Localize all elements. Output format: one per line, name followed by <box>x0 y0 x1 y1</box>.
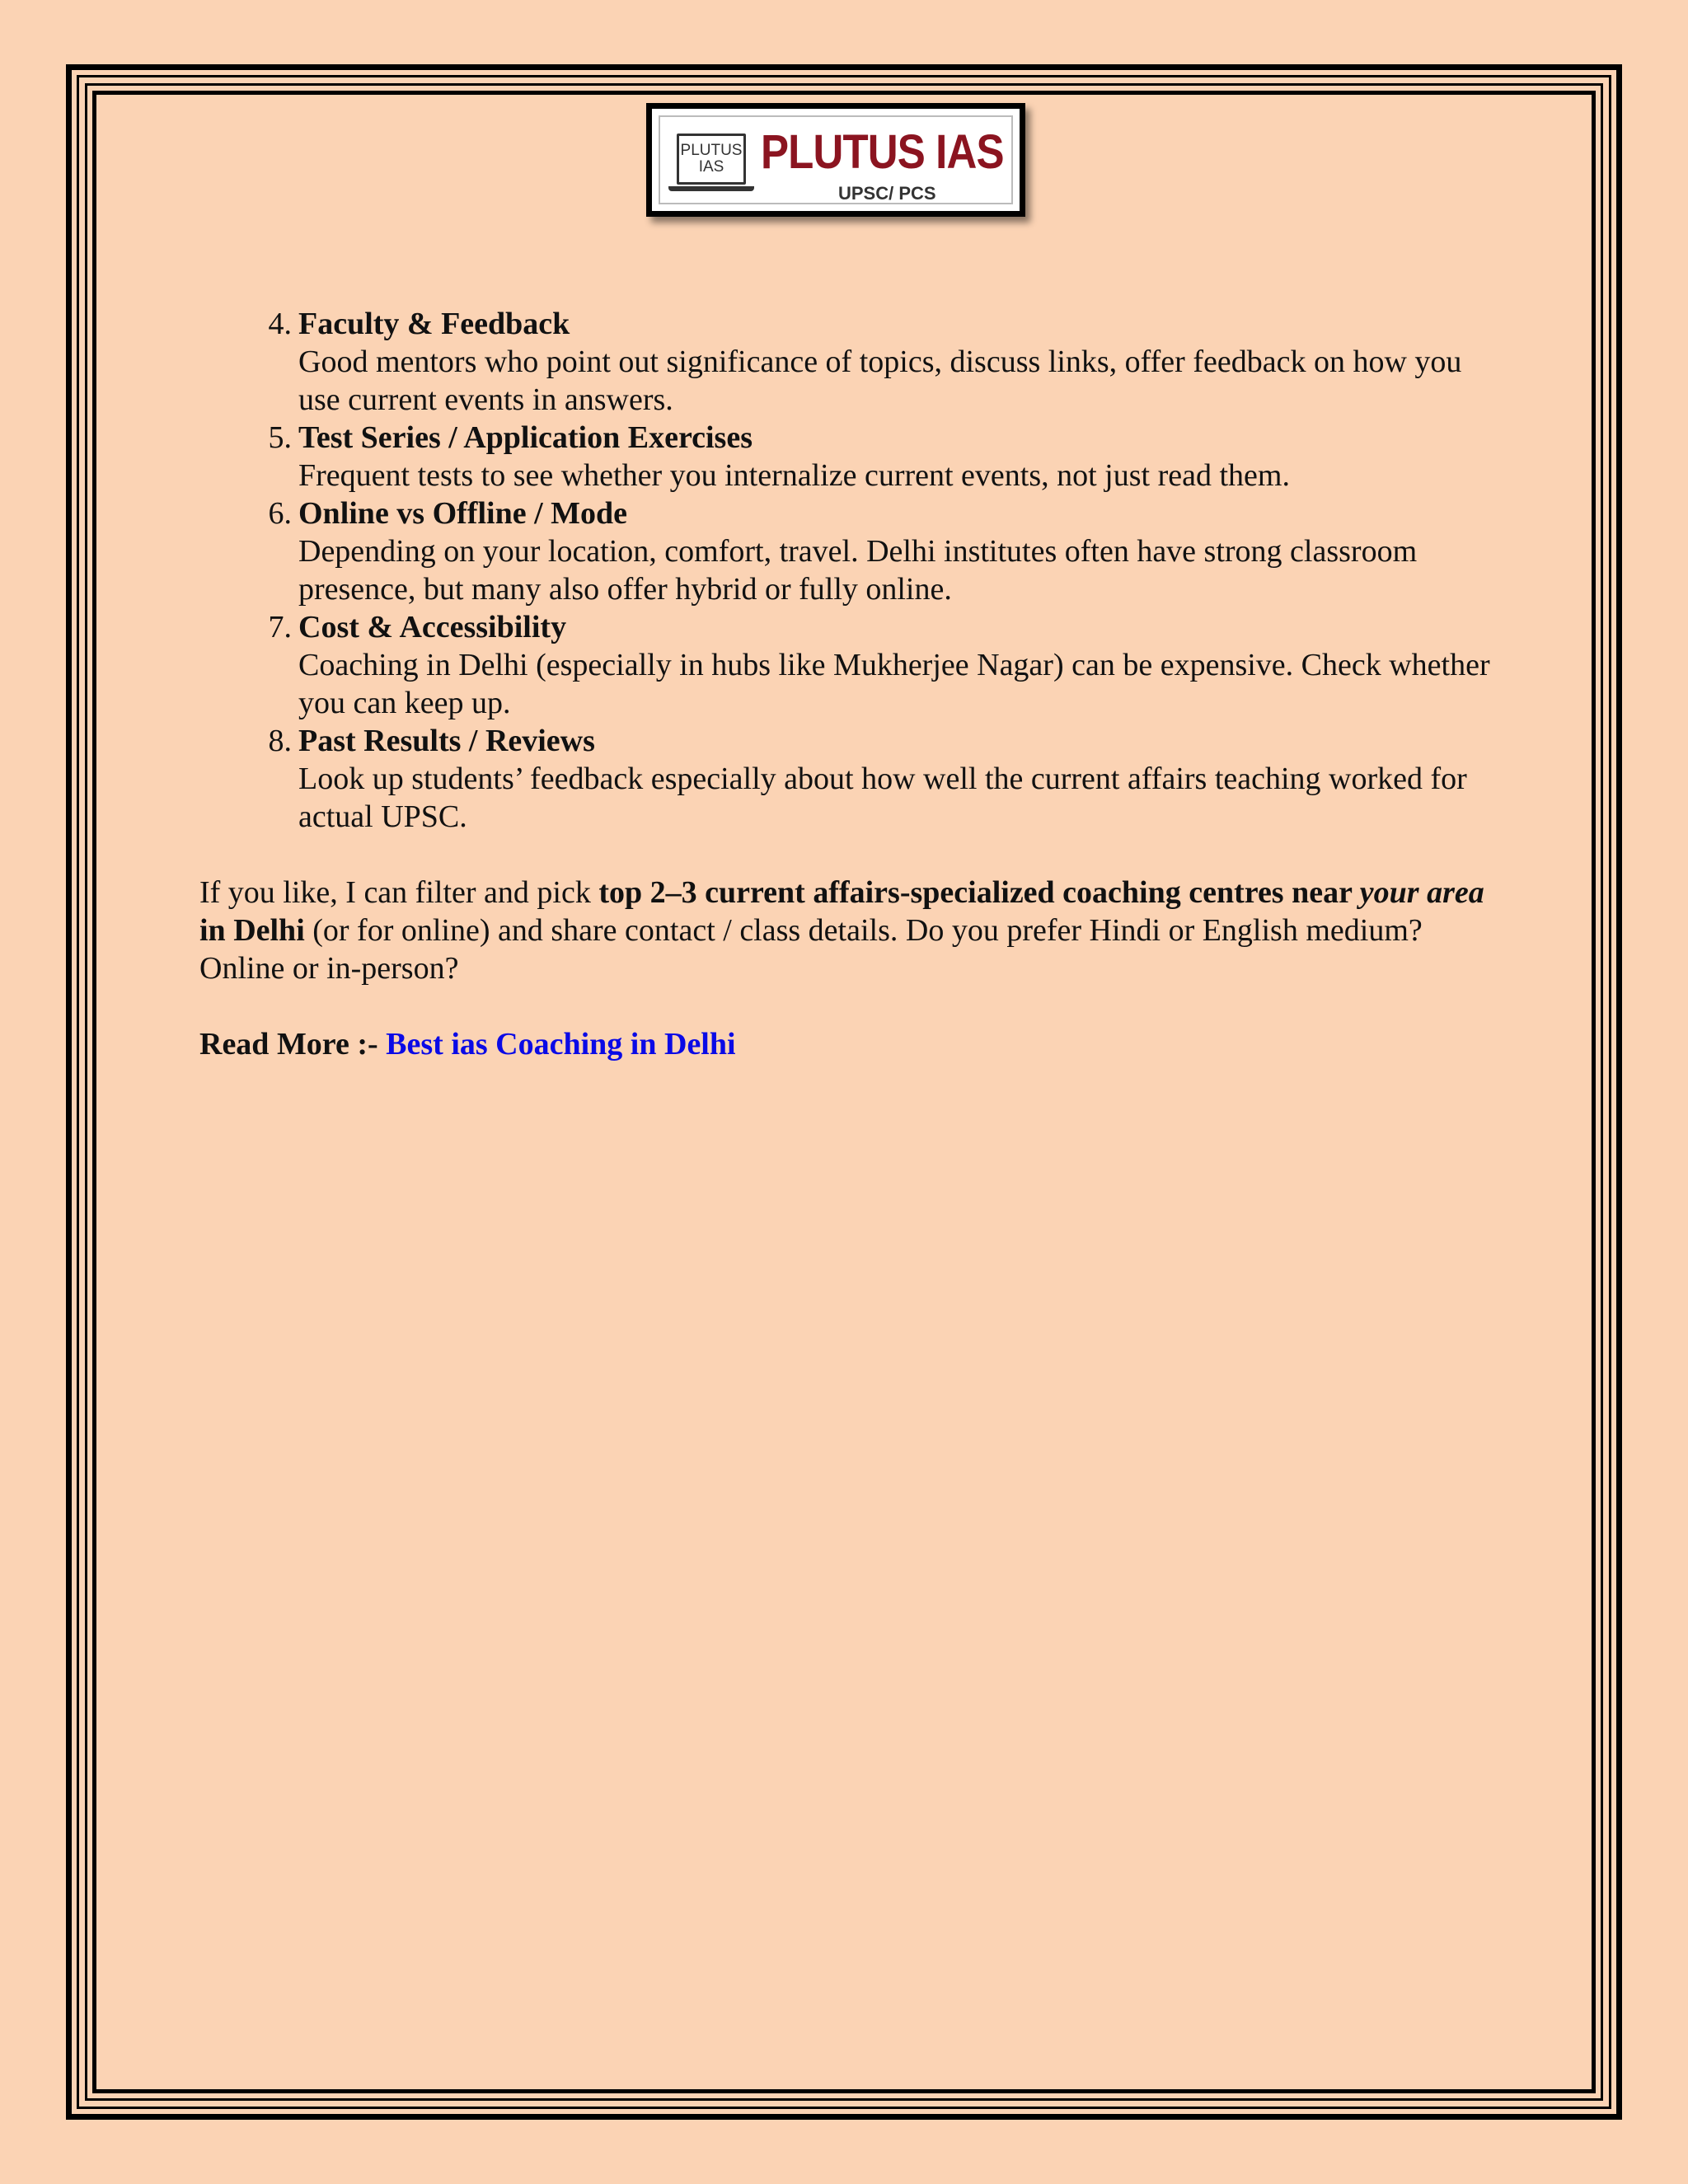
list-item-title: Test Series / Application Exercises <box>298 420 753 455</box>
closing-paragraph <box>199 874 1502 987</box>
list-item <box>199 494 1502 608</box>
read-more <box>199 1025 1502 1063</box>
paragraph-bold-1: top 2–3 current affairs-specialized coaching centres near <box>598 875 1360 910</box>
laptop-text-line2: IAS <box>698 158 724 176</box>
list-item-title: Faculty & Feedback <box>298 307 570 341</box>
read-more-label: Read More :- <box>199 1027 387 1062</box>
laptop-text-line1: PLUTUS <box>680 142 743 159</box>
list-item-description: Look up students’ feedback especially about how well the current affairs teaching worked for actual UPSC. <box>298 762 1467 834</box>
list-item-number: 8. <box>268 724 292 758</box>
laptop-base <box>668 186 754 191</box>
list-item-description: Depending on your location, comfort, travel. Delhi institutes often have strong classroom presence, but many also offer hybrid or fully online. <box>298 534 1418 607</box>
document-body <box>199 305 1502 1094</box>
logo-brand-name: PLUTUS IAS <box>761 125 1004 179</box>
list-item <box>199 419 1502 494</box>
list-item-description: Frequent tests to see whether you internalize current events, not just read them. <box>298 458 1290 493</box>
plutus-ias-logo <box>646 103 1025 217</box>
list-item <box>199 305 1502 419</box>
paragraph-bold-italic: your area <box>1359 875 1484 910</box>
best-ias-coaching-link[interactable]: Best ias Coaching in Delhi <box>386 1027 736 1062</box>
list-item-number: 5. <box>268 420 292 455</box>
laptop-icon <box>677 134 746 185</box>
criteria-list <box>199 305 1502 836</box>
logo-inner-frame <box>659 115 1013 204</box>
list-item-title: Cost & Accessibility <box>298 610 567 644</box>
list-item-title: Past Results / Reviews <box>298 724 595 758</box>
list-item-number: 4. <box>268 307 292 341</box>
paragraph-bold-2: in Delhi <box>199 913 305 948</box>
list-item-description: Coaching in Delhi (especially in hubs like Mukherjee Nagar) can be expensive. Check whether you can keep up. <box>298 648 1490 720</box>
list-item-description: Good mentors who point out significance of topics, discuss links, offer feedback on how you use current events in answers. <box>298 344 1462 417</box>
paragraph-text-1: If you like, I can filter and pick <box>199 875 599 910</box>
logo-subtitle: UPSC/ PCS <box>838 183 936 204</box>
list-item <box>199 722 1502 836</box>
list-item-number: 6. <box>268 496 292 531</box>
list-item-number: 7. <box>268 610 292 644</box>
list-item-title: Online vs Offline / Mode <box>298 496 627 531</box>
paragraph-text-2: (or for online) and share contact / class details. Do you prefer Hindi or English medium? Online or in-person? <box>199 913 1423 986</box>
list-item <box>199 608 1502 722</box>
